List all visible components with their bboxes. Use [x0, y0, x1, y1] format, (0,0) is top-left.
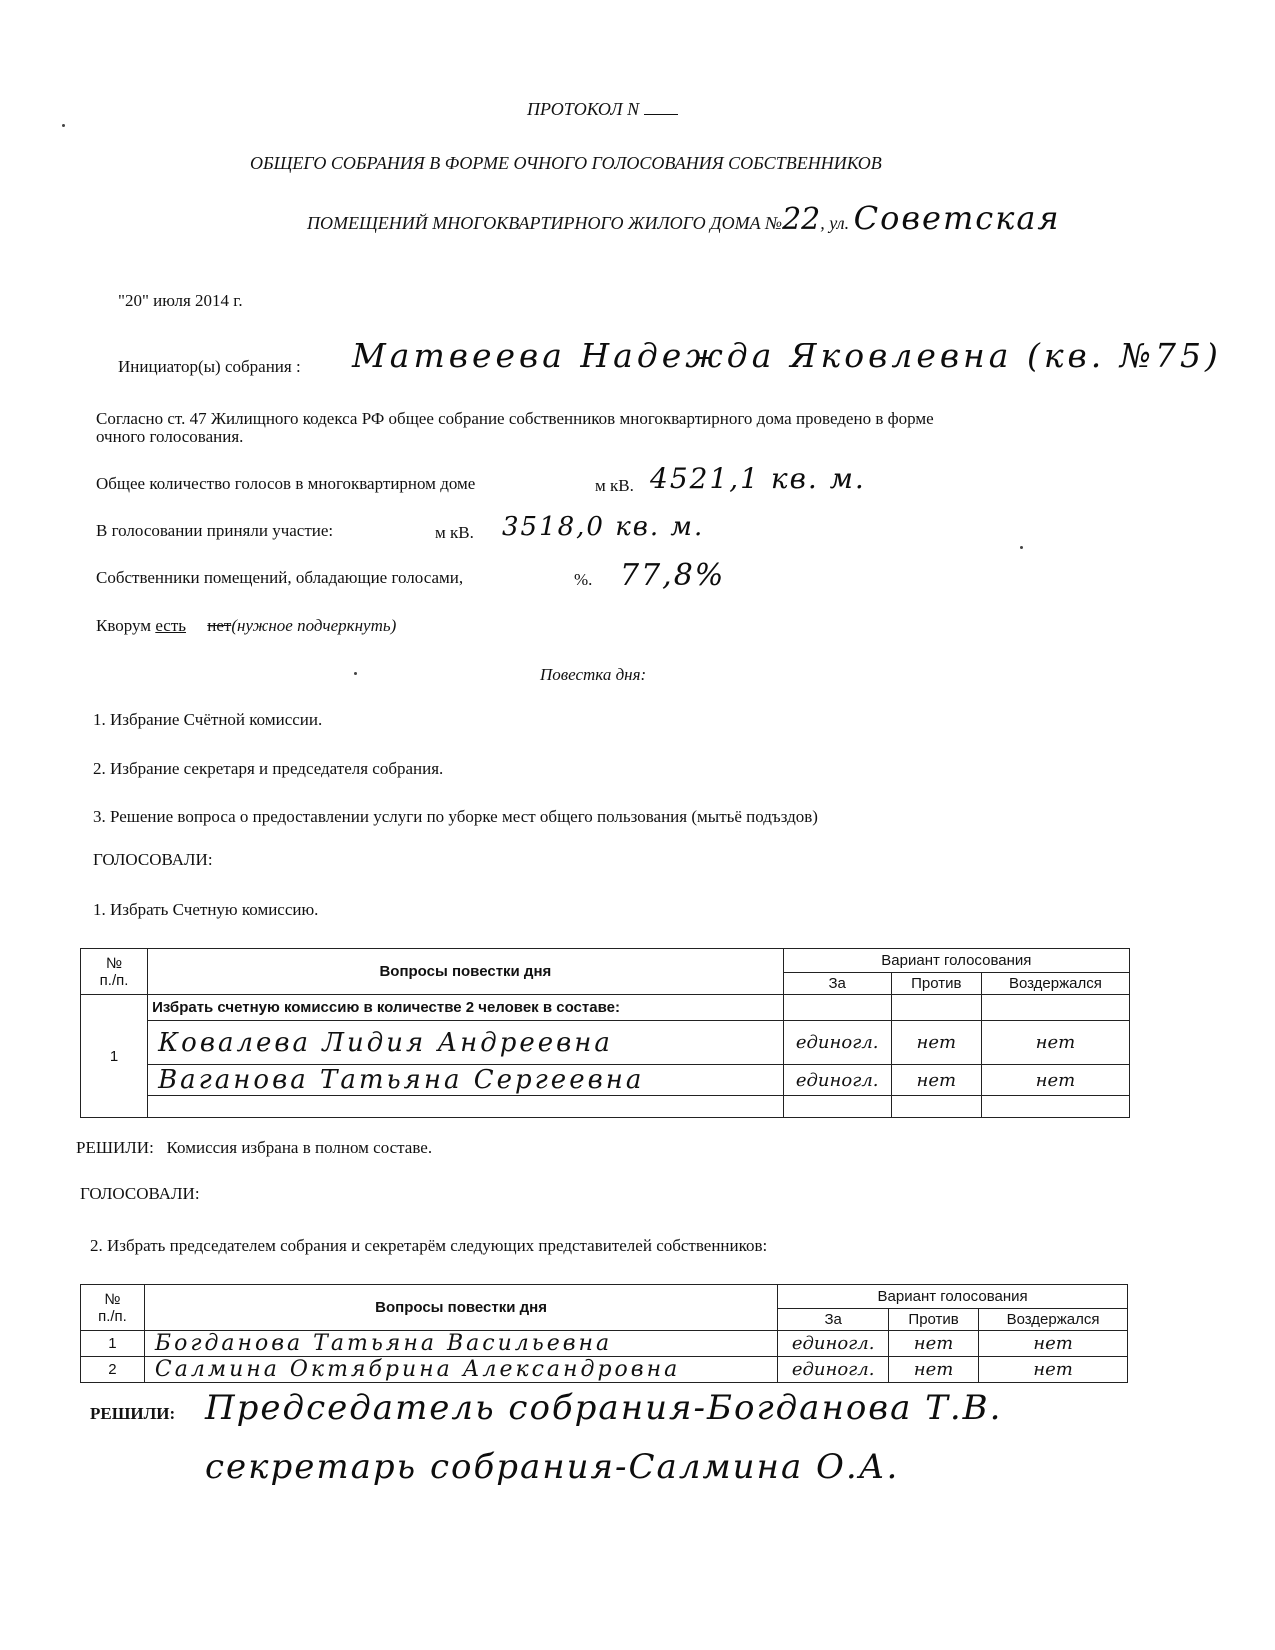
street-name: Советская [853, 199, 1061, 237]
owners-unit: %. [574, 570, 593, 589]
scan-speck [62, 124, 65, 127]
intro-line-1: Согласно ст. 47 Жилищного кодекса РФ общее собрание собственников многоквартирного дома проведено в форме [96, 409, 934, 428]
voted-label-1: ГОЛОСОВАЛИ: [93, 850, 213, 869]
protocol-title-text: ПРОТОКОЛ N [527, 99, 640, 119]
quorum-hint: (нужное подчеркнуть) [231, 616, 397, 635]
t1-header-abstain: Воздержался [981, 973, 1129, 995]
agenda-item-3: 3. Решение вопроса о предоставлении услуги по уборке мест общего пользования (мытьё подъздов) [93, 807, 818, 826]
t2-row2-against: нет [889, 1357, 979, 1383]
t1-row1-for: единогл. [783, 1021, 891, 1065]
total-votes-unit: м кВ. [595, 476, 634, 495]
t2-header-against: Против [889, 1309, 979, 1331]
t1-header-against: Против [891, 973, 981, 995]
t2-row2-for: единогл. [778, 1357, 889, 1383]
owners-label: Собственники помещений, обладающие голосами, [96, 568, 464, 587]
t1-empty-abstain [981, 995, 1129, 1021]
t1-empty-row [148, 1096, 784, 1118]
t1-subheader: Избрать счетную комиссию в количестве 2 человек в составе: [148, 995, 784, 1021]
t1-row2-against: нет [891, 1065, 981, 1096]
t1-header-for: За [783, 973, 891, 995]
total-votes-label: Общее количество голосов в многоквартирном доме [96, 474, 476, 493]
table-row [81, 1331, 1128, 1357]
intro-line-2: очного голосования. [96, 427, 244, 446]
decided-2-line-1: Председатель собрания-Богданова Т.В. [205, 1388, 1003, 1428]
protocol-number-blank [644, 98, 678, 115]
t1-row2-abstain: нет [981, 1065, 1129, 1096]
t1-empty-cell [891, 1096, 981, 1118]
total-votes-value: 4521,1 кв. м. [650, 462, 866, 495]
header-line-2 [307, 199, 1061, 237]
t1-row2-for: единогл. [783, 1065, 891, 1096]
t2-row1-num: 1 [81, 1331, 145, 1357]
house-number: 22 [782, 202, 821, 237]
t2-header-for: За [778, 1309, 889, 1331]
t2-header-variant: Вариант голосования [778, 1285, 1128, 1309]
t1-empty-cell [783, 1096, 891, 1118]
t2-row2-num: 2 [81, 1357, 145, 1383]
t1-header-question: Вопросы повестки дня [148, 949, 784, 995]
table-row [81, 1357, 1128, 1383]
t1-row2-name: Ваганова Татьяна Сергеевна [148, 1065, 784, 1096]
scan-speck [354, 672, 357, 675]
voting-table-1 [80, 948, 1130, 1118]
t1-header-variant: Вариант голосования [783, 949, 1129, 973]
table-row [81, 1065, 1130, 1096]
t1-header-num [81, 949, 148, 995]
t1-empty-cell [981, 1096, 1129, 1118]
t2-row1-against: нет [889, 1331, 979, 1357]
scan-speck [1020, 546, 1023, 549]
participated-unit: м кВ. [435, 523, 474, 542]
t1-h-num: № [105, 954, 123, 972]
street-prefix: , ул. [820, 213, 850, 233]
table-row [81, 1021, 1130, 1065]
t1-empty-against [891, 995, 981, 1021]
question-2: 2. Избрать председателем собрания и секретарём следующих представителей собственников: [90, 1236, 768, 1255]
t2-header-abstain: Воздержался [979, 1309, 1128, 1331]
decided-2-line-2: секретарь собрания-Салмина О.А. [205, 1447, 900, 1487]
t1-row1-against: нет [891, 1021, 981, 1065]
agenda-item-1: 1. Избрание Счётной комиссии. [93, 710, 323, 729]
t1-row1-name: Ковалева Лидия Андреевна [148, 1021, 784, 1065]
owners-value: 77,8% [620, 558, 726, 593]
quorum-line [96, 616, 396, 636]
protocol-title [527, 98, 678, 120]
t2-row2-abstain: нет [979, 1357, 1128, 1383]
voting-table-2 [80, 1284, 1128, 1383]
t1-h-num2: п./п. [99, 971, 129, 989]
quorum-no: нет [207, 616, 232, 635]
quorum-label: Кворум [96, 616, 152, 635]
t2-header-num [81, 1285, 145, 1331]
t1-empty-for [783, 995, 891, 1021]
t2-row1-for: единогл. [778, 1331, 889, 1357]
t1-row1-abstain: нет [981, 1021, 1129, 1065]
participated-value: 3518,0 кв. м. [502, 512, 705, 542]
t2-row1-abstain: нет [979, 1331, 1128, 1357]
agenda-item-2: 2. Избрание секретаря и председателя собрания. [93, 759, 444, 778]
decided-2-label: РЕШИЛИ: [90, 1404, 176, 1423]
t2-h-num2: п./п. [98, 1307, 127, 1325]
initiator-value: Матвеева Надежда Яковлевна (кв. №75) [352, 336, 1222, 375]
initiator-label: Инициатор(ы) собрания : [118, 357, 301, 376]
t2-h-num: № [104, 1290, 121, 1308]
t1-row-num: 1 [81, 995, 148, 1118]
decided-1-text: Комиссия избрана в полном составе. [166, 1138, 433, 1157]
t2-row1-name: Богданова Татьяна Васильевна [144, 1331, 777, 1357]
t2-row2-name: Салмина Октябрина Александровна [144, 1357, 777, 1383]
participated-label: В голосовании приняли участие: [96, 521, 334, 540]
header-line-1: ОБЩЕГО СОБРАНИЯ В ФОРМЕ ОЧНОГО ГОЛОСОВАНИЯ СОБСТВЕННИКОВ [250, 153, 882, 173]
decided-1-label: РЕШИЛИ: [76, 1138, 154, 1157]
question-1: 1. Избрать Счетную комиссию. [93, 900, 319, 919]
quorum-yes: есть [155, 616, 187, 635]
decided-1 [76, 1138, 432, 1158]
voted-label-2: ГОЛОСОВАЛИ: [80, 1184, 200, 1203]
header-line-2-prefix: ПОМЕЩЕНИЙ МНОГОКВАРТИРНОГО ЖИЛОГО ДОМА № [307, 213, 783, 233]
agenda-title: Повестка дня: [540, 665, 647, 684]
t2-header-question: Вопросы повестки дня [144, 1285, 777, 1331]
meeting-date: "20" июля 2014 г. [118, 291, 243, 310]
